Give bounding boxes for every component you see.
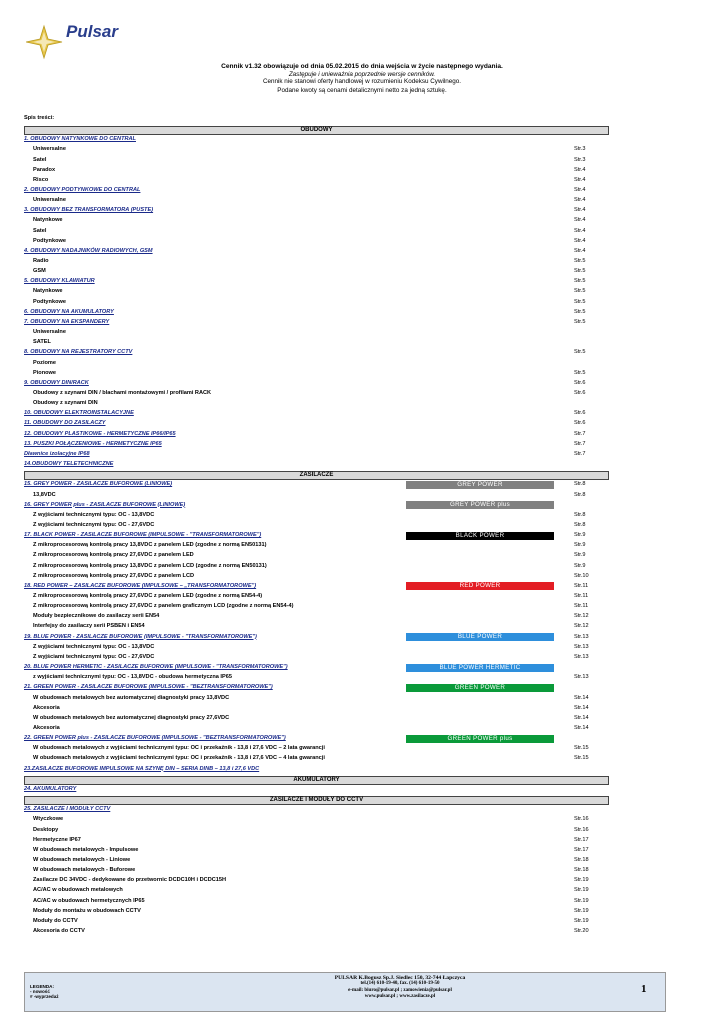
page-ref: Str.5 [574,349,586,356]
page-ref: Str.5 [574,258,586,264]
item-label: Akcesoria [33,725,60,731]
page-ref: Str.8 [574,481,586,488]
star-icon [26,26,62,58]
page-ref: Str.6 [574,379,586,386]
page-ref: Str.19 [574,897,589,904]
page-ref: Str.4 [574,176,586,183]
page-ref: Str.6 [574,410,586,417]
item-label: Obudowy z szynami DIN / blachami montażowymi / profilami RACK [33,389,212,396]
item-label: Akcesoria do CCTV [33,928,85,934]
category-link[interactable]: 8. OBUDOWY NA REJESTRATORY CCTV [24,349,133,356]
legend-sale: # -wyprzedaż [30,994,59,999]
category-link[interactable]: 12. OBUDOWY PLASTIKOWE - HERMETYCZNE IP66/IP65 [24,430,176,437]
item-label: W obudowach metalowych - Impulsowe [33,846,139,853]
item-label: Podtynkowe [33,237,66,244]
page-ref: Str.18 [574,867,589,874]
page-ref: Str.14 [574,725,589,731]
page-ref: Str.15 [574,755,589,762]
page-ref: Str.6 [574,389,586,396]
category-link[interactable]: 6. OBUDOWY NA AKUMULATORY [24,308,114,315]
page-ref: Str.19 [574,887,589,894]
item-label: Podtynkowe [33,298,66,305]
page-ref: Str.17 [574,836,589,843]
category-link[interactable]: 21. GREEN POWER - ZASILACZE BUFOROWE (IMPULSOWE - "BEZTRANSFORMATOROWE") [24,684,273,691]
section-title: ZASILACZE I MODUŁY DO CCTV [269,797,364,803]
page-ref: Str.4 [574,237,586,244]
page-ref: Str.13 [574,653,589,660]
item-label: W obudowach metalowych z wyjściami technicznymi typu: OC i przekaźnik - 13,8 i 27,6 VDC – 2 lata gwarancji [33,745,325,752]
category-link[interactable]: 22. GREEN POWER plus - ZASILACZE BUFOROWE (IMPULSOWE - "BEZTRANSFORMATOROWE") [24,735,286,742]
company-contact [250,975,550,1000]
header-line-3: Cennik nie stanowi oferty handlowej w rozumieniu Kodeksu Cywilnego. [262,78,462,85]
page-ref: Str.8 [574,491,586,498]
item-label: Obudowy z szynami DIN [33,400,98,407]
item-label: W obudowach metalowych - Buforowe [33,867,136,874]
category-link[interactable]: 13. PUSZKI POŁĄCZENIOWE - HERMETYCZNE IP65 [24,440,162,447]
page-ref: Str.4 [574,207,586,214]
toc-title: Spis treści: [24,115,55,121]
page-ref: Str.7 [574,450,586,457]
category-link[interactable]: 2. OBUDOWY PODTYNKOWE DO CENTRAL [24,186,141,193]
series-badge: GREEN POWER plus [406,735,554,743]
legend-title: LEGENDA: [30,984,54,989]
item-label: Z wyjściami technicznymi typu: OC - 27,6VDC [33,521,155,528]
item-label: W obudowach metalowych z wyjściami technicznymi typu: OC i przekaźnik - 13,8 i 27,6 VDC – 4 lata gwarancji [33,755,325,762]
item-label: Z mikroprocesorową kontrolą pracy 27,6VDC z panelem LCD [33,572,195,579]
series-badge: GREY POWER plus [406,501,554,509]
page-ref: Str.12 [574,613,589,620]
item-label: Uniwersalne [33,329,66,335]
item-label: W obudowach metalowych bez automatycznej diagnostyki pracy 13,8VDC [33,694,230,701]
item-label: Moduły do CCTV [33,917,78,924]
item-label: Pionowe [33,369,56,376]
page-ref: Str.4 [574,186,586,193]
page-ref: Str.16 [574,816,589,823]
page-ref: Str.5 [574,278,586,285]
price-list-title: Cennik v1.32 obowiązuje od dnia 05.02.2015 do dnia wejścia w życie następnego wydania. [221,63,503,70]
company-www: www.pulsar.pl ; www.zasilacze.pl [364,993,436,999]
item-label: Natynkowe [33,217,63,224]
header-line-4 [0,87,724,95]
page-ref: Str.8 [574,521,586,528]
page-ref: Str.10 [574,572,589,579]
category-link[interactable]: 11. OBUDOWY DO ZASILACZY [24,420,106,427]
page-ref: Str.17 [574,846,589,853]
item-label: Desktopy [33,826,59,833]
item-label: Satel [33,156,47,163]
category-link[interactable]: 25. ZASILACZE I MODUŁY CCTV [24,806,111,813]
page-ref: Str.9 [574,532,586,539]
series-badge: RED POWER [406,582,554,590]
item-label: z wyjściami technicznymi typu: OC - 13,8VDC - obudowa hermetyczna IP65 [33,674,232,681]
section-header [24,796,609,805]
page-ref: Str.4 [574,217,586,224]
company-email: e-mail: biuro@pulsar.pl ; zamowienia@pulsar.pl [348,987,452,993]
page-ref: Str.15 [574,745,589,752]
category-link[interactable]: 7. OBUDOWY NA EKSPANDERY [24,318,110,325]
page-ref: Str.14 [574,714,589,721]
item-label: W obudowach metalowych bez automatycznej diagnostyki pracy 27,6VDC [33,714,230,721]
company-phone: tel.(14) 610-19-40, fax. (14) 610-19-50 [360,981,440,987]
category-link[interactable]: 23.ZASILACZE BUFOROWE IMPULSOWE NA SZYNĘ DIN – SERIA DINB – 13,8 i 27,6 VDC [24,765,260,772]
item-label: Z wyjściami technicznymi typu: OC - 13,8VDC [33,643,155,650]
item-label: Moduły bezpiecznikowe do zasilaczy serii EN54 [33,613,160,620]
page-ref: Str.4 [574,166,586,173]
category-link[interactable]: Dławnice izolacyjne IP68 [24,450,90,457]
item-label: Risco [33,176,49,183]
category-link[interactable]: 3. OBUDOWY BEZ TRANSFORMATORA (PUSTE) [24,207,154,214]
legend [30,984,59,999]
page-ref: Str.19 [574,917,589,924]
header-line-2: Zastępuje i unieważnia poprzednie wersje cenników. [288,71,436,78]
page-ref: Str.18 [574,856,589,863]
category-link[interactable]: 19. BLUE POWER - ZASILACZE BUFOROWE (IMPULSOWE - "TRANSFORMATOROWE") [24,633,257,640]
section-title: OBUDOWY [300,127,333,133]
page-ref: Str.13 [574,633,589,640]
page-ref: Str.12 [574,623,589,630]
page-ref: Str.11 [574,593,589,599]
company-address: PULSAR K.Bogusz Sp.J. Siedlec 150, 32-744 Łapczyca [334,975,466,981]
category-link[interactable]: 9. OBUDOWY DIN/RACK [24,379,89,386]
item-label: Radio [33,258,49,264]
page-ref: Str.8 [574,511,586,518]
price-note: Podane kwoty są cenami detalicznymi netto za jedną sztukę. [277,87,447,94]
page-ref: Str.9 [574,542,586,549]
page-ref: Str.5 [574,268,586,275]
item-label: Natynkowe [33,288,63,295]
item-label: AC/AC w obudowach hermetycznych IP65 [33,897,145,904]
section-header [24,126,609,135]
page-ref: Str.4 [574,197,586,204]
page-ref: Str.5 [574,288,586,295]
page-ref: Str.6 [574,420,586,427]
page-ref: Str.4 [574,247,586,254]
category-link[interactable]: 4. OBUDOWY NADAJNIKÓW RADIOWYCH, GSM [24,247,153,254]
page-ref: Str.7 [574,440,586,447]
item-label: Z mikroprocesorową kontrolą pracy 27,6VDC z panelem graficznym LCD (zgodne z normą EN54-4) [33,603,294,610]
item-label: Paradox [33,166,56,173]
category-link[interactable]: 16. GREY POWER plus - ZASILACZE BUFOROWE (LINIOWE) [24,501,186,508]
series-badge: BLACK POWER [406,532,554,540]
category-link[interactable]: 17. BLACK POWER - ZASILACZE BUFOROWE (IMPULSOWE - "TRANSFORMATOROWE") [24,532,262,539]
item-label: Moduły do montażu w obudowach CCTV [33,907,141,914]
item-label: Z mikroprocesorową kontrolą pracy 13,8VDC z panelem LCD (zgodne z normą EN50131) [33,562,267,569]
logo-text: Pulsar [66,22,118,41]
item-label: 13,8VDC [33,491,56,498]
page-ref: Str.14 [574,694,589,701]
section-title: AKUMULATORY [293,776,340,783]
page-ref: Str.13 [574,674,589,681]
item-label: GSM [33,268,46,275]
page-number: 1 [641,983,647,995]
item-label: Interfejsy do zasilaczy serii PSBEN i EN54 [33,623,145,630]
item-label: AC/AC w obudowach metalowych [33,887,123,894]
category-link[interactable]: 15. GREY POWER - ZASILACZE BUFOROWE (LINIOWE) [24,481,173,488]
item-label: Z mikroprocesorową kontrolą pracy 13,8VDC z panelem LED (zgodne z normą EN50131) [33,542,267,549]
page-ref: Str.20 [574,928,589,934]
item-label: Hermetyczne IP67 [33,836,81,843]
item-label: Z mikroprocesorową kontrolą pracy 27,6VDC z panelem LED (zgodne z normą EN54-4) [33,593,263,599]
item-label: Poziome [33,359,57,366]
page-ref: Str.11 [574,582,589,589]
category-link[interactable]: 1. OBUDOWY NATYNKOWE DO CENTRAL [24,136,136,143]
page-ref: Str.13 [574,643,589,650]
item-label: Z mikroprocesorową kontrolą pracy 27,6VDC z panelem LED [33,552,194,559]
page-ref: Str.9 [574,562,586,569]
section-title: ZASILACZE [299,472,334,479]
item-label: SATEL [33,339,51,346]
item-label: Satel [33,227,47,234]
category-link[interactable]: 5. OBUDOWY KLAWIATUR [24,278,95,285]
page-ref: Str.3 [574,156,586,163]
page-ref: Str.16 [574,826,589,833]
item-label: Z wyjściami technicznymi typu: OC - 13,8VDC [33,511,155,518]
section-header [24,776,609,785]
page-ref: Str.11 [574,603,589,610]
item-label: Akcesoria [33,704,60,711]
category-link[interactable]: 24. AKUMULATORY [24,785,77,792]
page-ref: Str.19 [574,907,589,914]
series-badge: BLUE POWER HERMETIC [406,664,554,672]
item-label: Wtyczkowe [33,816,64,823]
legend-new: - nowość [30,989,50,994]
category-link[interactable]: 14.OBUDOWY TELETECHNICZNE [24,461,114,467]
page-ref: Str.4 [574,227,586,234]
page-ref: Str.5 [574,298,586,305]
section-header [24,471,609,480]
series-badge: GREY POWER [406,481,554,489]
page-ref: Str.19 [574,877,589,884]
page-ref: Str.3 [574,146,586,153]
category-link[interactable]: 18. RED POWER – ZASILACZE BUFOROWE (IMPULSOWE – „TRANSFORMATOROWE") [24,582,257,589]
page-ref: Str.7 [574,430,586,437]
page-ref: Str.14 [574,704,589,711]
category-link[interactable]: 20. BLUE POWER HERMETIC - ZASILACZE BUFOROWE (IMPULSOWE - "TRANSFORMATOROWE") [24,664,288,671]
item-label: Zasilacze DC 34VDC - dedykowane do przetwornic DCDC10H i DCDC15H [33,877,227,884]
series-badge: GREEN POWER [406,684,554,692]
item-label: Uniwersalne [33,146,66,153]
series-badge: BLUE POWER [406,633,554,641]
item-label: Z wyjściami technicznymi typu: OC - 27,6VDC [33,653,155,660]
page-ref: Str.5 [574,369,586,376]
page-ref: Str.5 [574,308,586,315]
item-label: W obudowach metalowych - Liniowe [33,856,131,863]
category-link[interactable]: 10. OBUDOWY ELEKTROINSTALACYJNE [24,410,134,417]
page-ref: Str.9 [574,552,586,559]
page-ref: Str.5 [574,318,586,325]
item-label: Uniwersalne [33,197,66,204]
